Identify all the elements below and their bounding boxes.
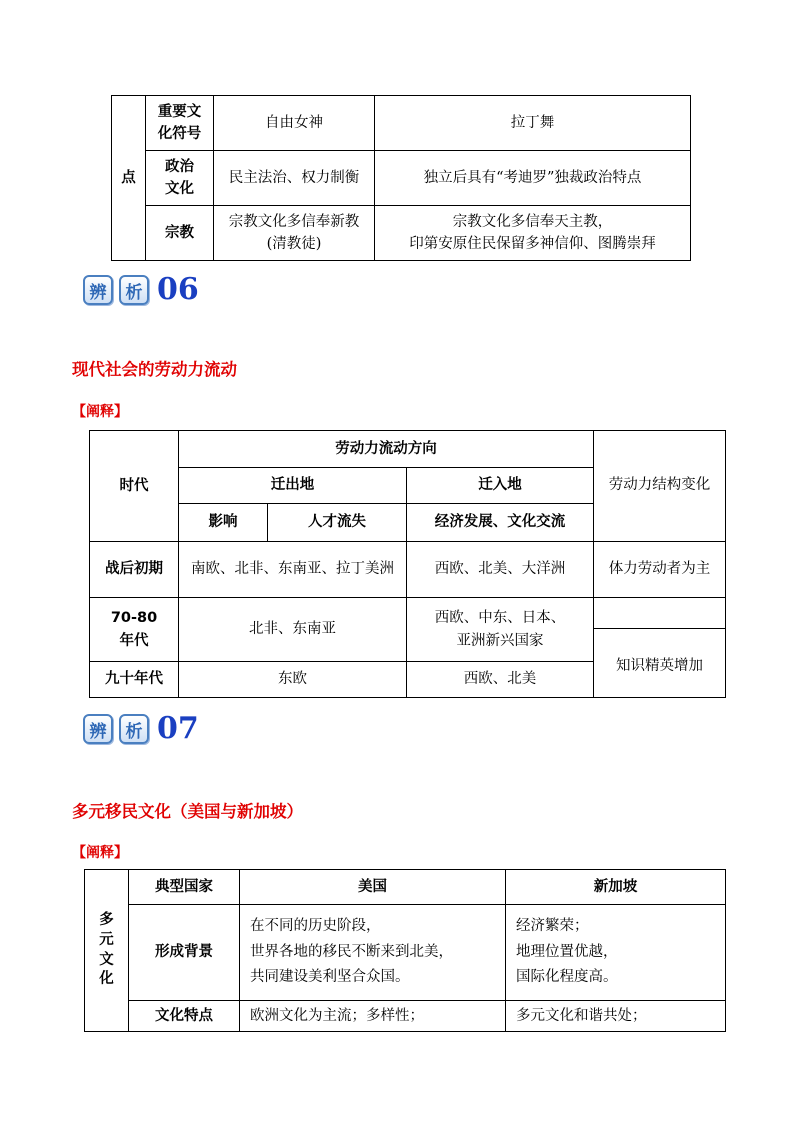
header-singapore: 新加坡 (506, 870, 726, 905)
header-economic-development: 经济发展、文化交流 (407, 504, 594, 542)
era-90s: 九十年代 (90, 662, 179, 698)
usa-features: 欧洲文化为主流；多样性； (240, 1001, 506, 1032)
latam-religion: 宗教文化多信奉天主教， 印第安原住民保留多神信仰、图腾崇拜 (375, 206, 691, 261)
latam-cultural-symbol: 拉丁舞 (375, 96, 691, 151)
culture-comparison-table-continued (111, 95, 691, 261)
structure-manual-labor: 体力劳动者为主 (594, 542, 726, 598)
analysis-badge-06 (83, 272, 199, 307)
structure-divider (593, 628, 726, 629)
section-title-labor-flow: 现代社会的劳动力流动 (72, 360, 237, 379)
row-label-features: 文化特点 (129, 1001, 240, 1032)
origin-70s-80s: 北非、东南亚 (179, 598, 407, 662)
destination-90s: 西欧、北美 (407, 662, 594, 698)
destination-postwar: 西欧、北美、大洋洲 (407, 542, 594, 598)
structure-knowledge-elite: 知识精英增加 (594, 598, 726, 698)
side-label-multiculture: 多 元 文 化 (85, 870, 129, 1032)
singapore-background: 经济繁荣； 地理位置优越， 国际化程度高。 (506, 905, 726, 1001)
header-flow-direction: 劳动力流动方向 (179, 431, 594, 468)
header-origin: 迁出地 (179, 468, 407, 504)
era-postwar: 战后初期 (90, 542, 179, 598)
badge-chip-xi: 析 (119, 714, 149, 744)
row-label-political-culture: 政治 文化 (146, 151, 214, 206)
header-era: 时代 (90, 431, 179, 542)
header-impact: 影响 (179, 504, 268, 542)
usa-political-culture: 民主法治、权力制衡 (214, 151, 375, 206)
singapore-features: 多元文化和谐共处； (506, 1001, 726, 1032)
origin-90s: 东欧 (179, 662, 407, 698)
header-typical-country: 典型国家 (129, 870, 240, 905)
analysis-badge-07 (83, 711, 199, 746)
latam-political-culture: 独立后具有“考迪罗”独裁政治特点 (375, 151, 691, 206)
badge-chip-bian: 辨 (83, 714, 113, 744)
section-title-multicultural: 多元移民文化（美国与新加坡） (72, 802, 303, 821)
row-label-background: 形成背景 (129, 905, 240, 1001)
destination-70s-80s: 西欧、中东、日本、 亚洲新兴国家 (407, 598, 594, 662)
section-tag-explanation: 【阐释】 (72, 404, 128, 420)
header-usa: 美国 (240, 870, 506, 905)
header-brain-drain: 人才流失 (268, 504, 407, 542)
labor-flow-table (89, 430, 726, 698)
era-70s-80s: 70-80 年代 (90, 598, 179, 662)
row-label-religion: 宗教 (146, 206, 214, 261)
section-tag-explanation: 【阐释】 (72, 845, 128, 861)
header-destination: 迁入地 (407, 468, 594, 504)
multicultural-table (84, 869, 726, 1032)
row-label-cultural-symbol: 重要文 化符号 (146, 96, 214, 151)
origin-postwar: 南欧、北非、东南亚、拉丁美洲 (179, 542, 407, 598)
badge-chip-xi: 析 (119, 275, 149, 305)
badge-chip-bian: 辨 (83, 275, 113, 305)
badge-number: 07 (157, 711, 199, 746)
header-labor-structure: 劳动力结构变化 (594, 431, 726, 542)
usa-religion: 宗教文化多信奉新教 (清教徒) (214, 206, 375, 261)
badge-number: 06 (157, 272, 199, 307)
side-label: 点 (112, 96, 146, 261)
usa-cultural-symbol: 自由女神 (214, 96, 375, 151)
usa-background: 在不同的历史阶段， 世界各地的移民不断来到北美， 共同建设美利坚合众国。 (240, 905, 506, 1001)
